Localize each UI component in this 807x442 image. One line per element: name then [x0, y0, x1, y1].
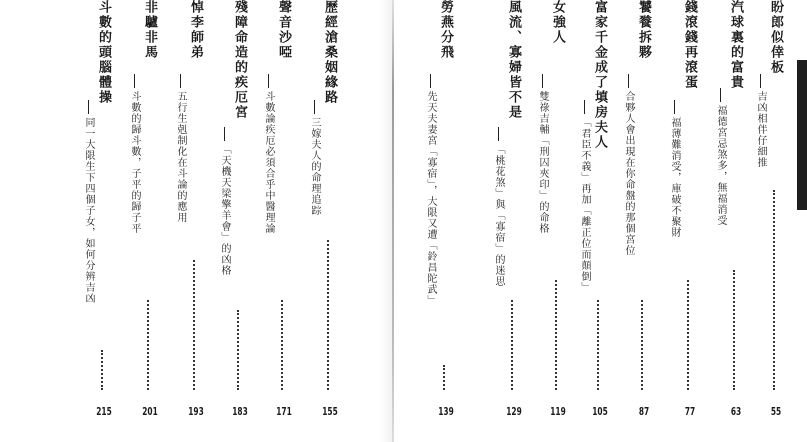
dot-leader — [511, 300, 513, 390]
dot-leader — [327, 240, 329, 390]
page-number: 105 — [592, 405, 608, 418]
dash — [134, 74, 135, 88]
dot-leader — [193, 260, 195, 390]
entry-subtitle: 「天機天梁擎羊會」的凶格 — [218, 127, 230, 276]
entry-title: 斗數的頭腦體操 — [96, 0, 111, 105]
entry-title: 風流、寡婦皆不是 — [506, 0, 521, 120]
dash — [674, 100, 675, 114]
entry-title: 富家千金成了填房夫人 — [592, 0, 607, 150]
entry-subtitle: 福薄難消受，庫破不聚財 — [668, 100, 680, 238]
entry-subtitle: 「君臣不義」再加「離正位而顛倒」 — [578, 100, 590, 293]
dot-leader — [101, 350, 103, 390]
page-number: 201 — [142, 405, 158, 418]
entry-subtitle: 雙祿吉輔「刑囚夾印」的命格 — [536, 74, 548, 234]
entry-title: 勞燕分飛 — [438, 0, 453, 60]
entry-subtitle: 「桃花煞」與「寡宿」的迷思 — [492, 127, 504, 287]
dot-leader — [237, 310, 239, 390]
spine-shadow — [380, 0, 392, 442]
entry-title: 女強人 — [550, 0, 565, 45]
entry-title: 盼郎似倖板 — [768, 0, 783, 75]
page-edge-tab — [797, 60, 807, 210]
entry-title: 饕餮拆夥 — [636, 0, 651, 60]
entry-subtitle: 吉凶相伴仔細推 — [754, 74, 766, 168]
dot-leader — [281, 300, 283, 390]
dash — [430, 74, 431, 88]
dash — [88, 100, 89, 114]
dot-leader — [733, 270, 735, 390]
book-spine — [392, 0, 394, 442]
entry-title: 悼李師弟 — [188, 0, 203, 60]
dash — [314, 100, 315, 114]
entry-subtitle: 先天夫妻宮「寡宿」，大限又遭「鈴昌陀武」 — [424, 74, 436, 306]
page-number: 87 — [638, 405, 650, 418]
entry-title: 歷經滄桑姻緣路 — [322, 0, 337, 105]
dash — [584, 100, 585, 114]
page-number: 55 — [770, 405, 782, 418]
entry-subtitle: 五行生剋制化在斗論的應用 — [174, 74, 186, 223]
dash — [224, 127, 225, 141]
page-number: 183 — [232, 405, 248, 418]
dot-leader — [555, 280, 557, 390]
page-number: 215 — [96, 405, 112, 418]
entry-title: 聲音沙啞 — [276, 0, 291, 60]
entry-subtitle: 福德宮忌煞多，無福消受 — [714, 88, 726, 226]
dot-leader — [443, 365, 445, 390]
page-number: 139 — [438, 405, 454, 418]
dash — [628, 74, 629, 88]
entry-subtitle: 同一大限生下四個子女，如何分辨吉凶 — [82, 100, 94, 304]
entry-title: 錢滾錢再滾蛋 — [682, 0, 697, 90]
dash — [720, 88, 721, 102]
entry-subtitle: 斗數的歸斗數，子平的歸子平 — [128, 74, 140, 234]
entry-title: 殘障命造的疾厄宮 — [232, 0, 247, 120]
entry-subtitle: 三嫁夫人的命理追踪 — [308, 100, 320, 216]
dash — [498, 127, 499, 141]
entry-title: 非驢非馬 — [142, 0, 157, 60]
dot-leader — [641, 300, 643, 390]
page-number: 193 — [188, 405, 204, 418]
left-page — [0, 0, 390, 442]
entry-subtitle: 斗數論疾厄必須合乎中醫理論 — [262, 74, 274, 234]
dash — [542, 74, 543, 88]
dot-leader — [773, 190, 775, 390]
page-number: 129 — [506, 405, 522, 418]
entry-subtitle: 合夥人會出現在你命盤的那個宮位 — [622, 74, 634, 256]
page-number: 155 — [322, 405, 338, 418]
dash — [760, 74, 761, 88]
page-number: 63 — [730, 405, 742, 418]
dot-leader — [687, 280, 689, 390]
dash — [268, 74, 269, 88]
page-number: 119 — [550, 405, 566, 418]
dash — [180, 74, 181, 88]
right-page — [398, 0, 807, 442]
page-number: 77 — [684, 405, 696, 418]
dot-leader — [147, 300, 149, 390]
dot-leader — [597, 300, 599, 390]
entry-title: 汽球裏的富貴 — [728, 0, 743, 90]
page-number: 171 — [276, 405, 292, 418]
